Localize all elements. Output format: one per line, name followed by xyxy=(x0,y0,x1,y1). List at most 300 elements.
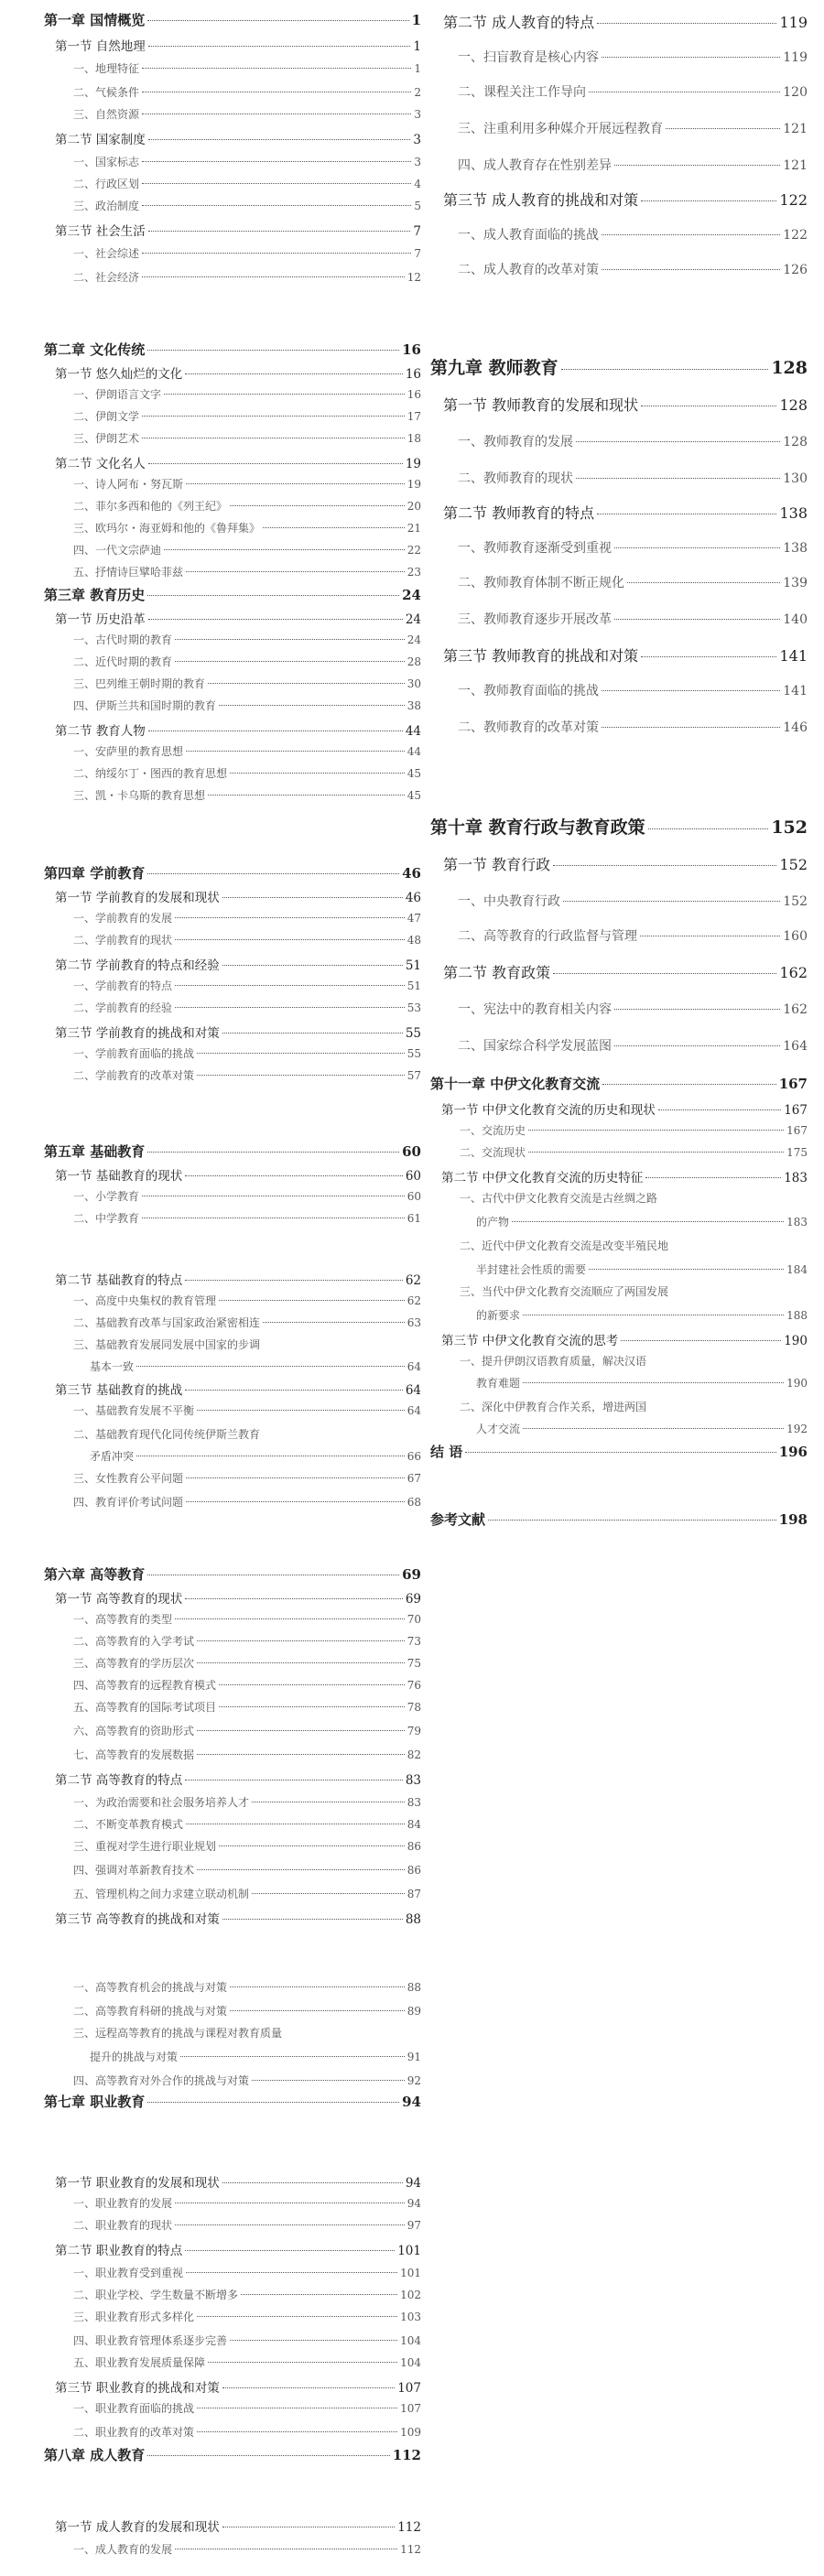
toc-label: 一、职业教育面临的挑战 xyxy=(73,2402,195,2415)
toc-page-number: 68 xyxy=(407,1496,421,1509)
toc-chapter xyxy=(44,2445,421,2464)
toc-page-number: 46 xyxy=(402,865,421,882)
dot-leader xyxy=(627,582,780,583)
dot-leader xyxy=(602,57,780,58)
toc-section xyxy=(430,1099,808,1118)
dot-leader xyxy=(142,253,411,254)
dot-leader xyxy=(164,549,405,550)
toc-label: 一、成人教育面临的挑战 xyxy=(458,228,599,243)
toc-chapter xyxy=(44,585,421,604)
dot-leader xyxy=(219,1684,405,1685)
toc-page-number: 84 xyxy=(407,1818,421,1831)
toc-label: 第一节 学前教育的发展和现状 xyxy=(55,890,220,905)
toc-label: 第二节 基础教育的特点 xyxy=(55,1272,183,1288)
toc-item xyxy=(44,1838,421,1854)
dot-leader xyxy=(488,1520,776,1521)
toc-label: 第三章 教育历史 xyxy=(44,587,146,603)
toc-section xyxy=(44,720,421,739)
toc-section xyxy=(430,1330,808,1348)
toc-label: 第三节 社会生活 xyxy=(55,223,146,239)
toc-item xyxy=(44,1699,421,1715)
toc-page-number: 1 xyxy=(413,38,421,54)
toc-label: 一、提升伊朗汉语教育质量，解决汉语 xyxy=(460,1355,647,1368)
toc-label: 第一节 悠久灿烂的文化 xyxy=(55,366,183,382)
toc-section xyxy=(44,129,421,147)
toc-page-number: 51 xyxy=(407,980,421,992)
toc-label: 二、学前教育的现状 xyxy=(73,934,173,947)
toc-entry-continuation xyxy=(430,1421,808,1436)
dot-leader xyxy=(175,985,405,986)
toc-item xyxy=(44,2400,421,2416)
toc-item xyxy=(44,498,421,514)
toc-label: 六、高等教育的资助形式 xyxy=(73,1725,195,1737)
toc-label: 第六章 高等教育 xyxy=(44,1566,146,1583)
dot-leader xyxy=(222,897,403,898)
toc-page-number: 103 xyxy=(400,2311,421,2323)
dot-leader xyxy=(197,1640,405,1641)
toc-label: 第一节 历史沿革 xyxy=(55,612,146,627)
toc-label: 二、不断变革教育模式 xyxy=(73,1818,184,1831)
toc-label: 二、近代时期的教育 xyxy=(73,655,173,668)
dot-leader xyxy=(142,205,411,206)
dot-leader xyxy=(185,373,403,374)
toc-label: 一、高等教育机会的挑战与对策 xyxy=(73,1981,228,1994)
toc-label: 二、近代中伊文化教育交流是改变半殖民地 xyxy=(460,1239,669,1252)
toc-page-number: 102 xyxy=(400,2289,421,2301)
toc-label: 一、成人教育的发展 xyxy=(73,2543,173,2556)
toc-item xyxy=(430,892,808,910)
toc-page-number: 112 xyxy=(392,2447,421,2463)
toc-label: 五、管理机构之间力求建立联动机制 xyxy=(73,1888,250,1900)
toc-page-number: 67 xyxy=(407,1472,421,1485)
toc-label: 一、学前教育的特点 xyxy=(73,980,173,992)
toc-page-number: 79 xyxy=(407,1725,421,1737)
dot-leader xyxy=(147,20,408,21)
toc-section xyxy=(44,1909,421,1927)
toc-label: 一、伊朗语言文字 xyxy=(73,388,162,401)
toc-label: 二、高等教育科研的挑战与对策 xyxy=(73,2005,228,2018)
toc-chapter xyxy=(430,1074,808,1093)
toc-label: 基本一致 xyxy=(90,1360,135,1373)
toc-page-number: 198 xyxy=(778,1511,808,1528)
toc-item xyxy=(44,743,421,759)
toc-item xyxy=(44,198,421,213)
dot-leader xyxy=(208,2362,397,2363)
toc-item xyxy=(44,154,421,169)
toc-page-number: 112 xyxy=(397,2519,421,2535)
dot-leader xyxy=(658,1109,781,1110)
toc-label: 第一节 教育行政 xyxy=(443,856,551,873)
toc-label: 第三节 学前教育的挑战和对策 xyxy=(55,1025,220,1041)
dot-leader xyxy=(523,1428,784,1429)
dot-leader xyxy=(197,2431,397,2432)
toc-item xyxy=(44,1045,421,1061)
toc-label: 一、学前教育面临的挑战 xyxy=(73,1047,195,1060)
toc-item xyxy=(44,2309,421,2324)
toc-label: 五、高等教育的国际考试项目 xyxy=(73,1701,217,1714)
toc-item xyxy=(430,926,808,945)
toc-label: 二、基础教育改革与国家政治紧密相连 xyxy=(73,1316,261,1329)
dot-leader xyxy=(561,369,769,370)
toc-section xyxy=(430,853,808,874)
toc-label: 第八章 成人教育 xyxy=(44,2447,146,2463)
toc-item xyxy=(44,2073,421,2088)
toc-label: 二、菲尔多西和他的《列王纪》 xyxy=(73,500,228,513)
toc-label: 一、地理特征 xyxy=(73,62,140,75)
toc-page-number: 64 xyxy=(405,1382,421,1398)
toc-section xyxy=(44,2377,421,2396)
toc-page-number: 89 xyxy=(407,2005,421,2018)
toc-page-number: 19 xyxy=(405,456,421,471)
toc-page-number: 7 xyxy=(414,247,421,260)
dot-leader xyxy=(197,1869,405,1870)
dot-leader xyxy=(148,139,411,140)
toc-item xyxy=(44,1816,421,1832)
toc-label: 第一节 成人教育的发展和现状 xyxy=(55,2519,220,2535)
toc-chapter xyxy=(430,1442,808,1461)
dot-leader xyxy=(142,68,411,69)
toc-page-number: 28 xyxy=(407,655,421,668)
dot-leader xyxy=(147,873,399,874)
toc-page-number: 167 xyxy=(786,1124,808,1137)
toc-item xyxy=(430,225,808,244)
dot-leader xyxy=(197,1410,405,1411)
toc-item xyxy=(44,932,421,947)
toc-page-number: 75 xyxy=(407,1657,421,1670)
toc-page-number: 61 xyxy=(407,1212,421,1225)
toc-label: 一、扫盲教育是核心内容 xyxy=(458,50,599,65)
toc-label: 三、当代中伊文化教育交流顺应了两国发展 xyxy=(460,1285,669,1298)
toc-label: 一、古代中伊文化教育交流是古丝绸之路 xyxy=(460,1192,658,1205)
toc-item xyxy=(430,48,808,66)
toc-label: 四、伊斯兰共和国时期的教育 xyxy=(73,699,217,712)
toc-label: 三、高等教育的学历层次 xyxy=(73,1657,195,1670)
toc-chapter xyxy=(44,863,421,882)
toc-chapter xyxy=(44,2092,421,2111)
dot-leader xyxy=(185,1390,403,1391)
toc-item xyxy=(44,1067,421,1083)
toc-chapter xyxy=(430,814,808,839)
toc-item xyxy=(430,432,808,450)
dot-leader xyxy=(197,1754,405,1755)
toc-item xyxy=(430,1353,808,1369)
toc-page-number: 104 xyxy=(400,2334,421,2347)
dot-leader xyxy=(175,639,405,640)
toc-label: 二、教师教育体制不断正规化 xyxy=(458,576,624,590)
toc-label: 三、凯・卡乌斯的教育思想 xyxy=(73,789,206,802)
dot-leader xyxy=(186,571,405,572)
toc-page-number: 18 xyxy=(407,432,421,445)
dot-leader xyxy=(241,2294,397,2295)
dot-leader xyxy=(641,200,776,201)
toc-label: 一、教师教育逐渐受到重视 xyxy=(458,541,612,556)
dot-leader xyxy=(576,441,780,442)
dot-leader xyxy=(602,690,780,691)
toc-page-number: 196 xyxy=(778,1444,808,1460)
toc-label: 三、伊朗艺术 xyxy=(73,432,140,445)
toc-entry-continuation xyxy=(430,1214,808,1229)
toc-item xyxy=(44,60,421,76)
toc-section xyxy=(44,2172,421,2191)
toc-section xyxy=(44,1023,421,1041)
toc-section xyxy=(430,189,808,210)
toc-page-number: 190 xyxy=(784,1333,808,1348)
toc-item xyxy=(44,1470,421,1486)
dot-leader xyxy=(222,1033,403,1034)
toc-label: 二、社会经济 xyxy=(73,271,140,284)
toc-entry-continuation xyxy=(430,1375,808,1391)
toc-entry-continuation xyxy=(430,1307,808,1323)
toc-page-number: 88 xyxy=(405,1911,421,1927)
toc-item xyxy=(44,2003,421,2019)
toc-page-number: 160 xyxy=(783,929,808,944)
toc-page-number: 62 xyxy=(407,1294,421,1307)
toc-page-number: 92 xyxy=(407,2074,421,2087)
toc-item xyxy=(44,2025,421,2040)
toc-label: 第二节 教育政策 xyxy=(443,964,551,981)
toc-page-number: 192 xyxy=(786,1423,808,1435)
toc-page-number: 94 xyxy=(405,2175,421,2191)
toc-label: 一、古代时期的教育 xyxy=(73,633,173,646)
dot-leader xyxy=(175,661,405,662)
toc-page-number: 57 xyxy=(407,1069,421,1082)
toc-label: 第一节 基础教育的现状 xyxy=(55,1168,183,1184)
toc-label: 一、中央教育行政 xyxy=(458,894,560,909)
dot-leader xyxy=(230,505,405,506)
toc-chapter xyxy=(44,340,421,359)
toc-page-number: 141 xyxy=(783,684,808,698)
toc-page-number: 45 xyxy=(407,789,421,802)
dot-leader xyxy=(186,1477,405,1478)
toc-page-number: 162 xyxy=(783,1002,808,1017)
toc-page-number: 128 xyxy=(783,435,808,449)
toc-label: 四、职业教育管理体系逐步完善 xyxy=(73,2334,228,2347)
toc-label: 四、高等教育的远程教育模式 xyxy=(73,1679,217,1692)
toc-item xyxy=(44,910,421,925)
toc-label: 三、政治制度 xyxy=(73,200,140,212)
toc-page-number: 183 xyxy=(784,1170,808,1185)
toc-page-number: 146 xyxy=(783,720,808,735)
dot-leader xyxy=(197,1053,405,1054)
toc-item xyxy=(44,2217,421,2233)
toc-label: 第十一章 中伊文化教育交流 xyxy=(430,1076,601,1092)
toc-section xyxy=(44,1770,421,1788)
toc-label: 三、女性教育公平问题 xyxy=(73,1472,184,1485)
toc-page-number: 175 xyxy=(786,1146,808,1159)
toc-entry-continuation xyxy=(44,1358,421,1374)
toc-page-number: 23 xyxy=(407,566,421,579)
dot-leader xyxy=(148,619,403,620)
toc-section xyxy=(44,2516,421,2535)
toc-page-number: 128 xyxy=(779,396,808,414)
dot-leader xyxy=(147,595,399,596)
toc-page-number: 2 xyxy=(414,86,421,99)
toc-label: 一、为政治需要和社会服务培养人才 xyxy=(73,1796,250,1809)
dot-leader xyxy=(230,1986,405,1987)
toc-item xyxy=(44,386,421,402)
dot-leader xyxy=(230,2010,405,2011)
toc-item xyxy=(430,156,808,174)
dot-leader xyxy=(148,463,403,464)
dot-leader xyxy=(641,656,776,657)
toc-item xyxy=(44,1188,421,1204)
toc-page-number: 119 xyxy=(783,50,808,65)
toc-page-number: 66 xyxy=(407,1450,421,1463)
dot-leader xyxy=(230,773,405,774)
toc-label: 四、强调对革新教育技术 xyxy=(73,1864,195,1877)
dot-leader xyxy=(621,1340,781,1341)
toc-label: 第三节 职业教育的挑战和对策 xyxy=(55,2380,220,2396)
toc-section xyxy=(430,502,808,523)
toc-page-number: 141 xyxy=(779,647,808,665)
dot-leader xyxy=(175,2224,405,2225)
toc-item xyxy=(44,1655,421,1671)
toc-page-number: 1 xyxy=(414,62,421,75)
dot-leader xyxy=(147,1152,399,1153)
toc-entry-continuation xyxy=(44,2049,421,2064)
toc-chapter xyxy=(44,1142,421,1161)
toc-page-number: 7 xyxy=(413,223,421,239)
toc-item xyxy=(44,476,421,492)
dot-leader xyxy=(523,1382,784,1383)
toc-page-number: 45 xyxy=(407,767,421,780)
toc-label: 第一节 教师教育的发展和现状 xyxy=(443,396,639,414)
toc-label: 二、课程关注工作导向 xyxy=(458,85,586,100)
toc-item xyxy=(44,1293,421,1308)
dot-leader xyxy=(263,1322,405,1323)
toc-section xyxy=(44,609,421,627)
toc-page-number: 140 xyxy=(783,612,808,627)
toc-page-number: 60 xyxy=(402,1143,421,1160)
toc-page-number: 120 xyxy=(783,85,808,100)
toc-label: 二、交流现状 xyxy=(460,1146,526,1159)
dot-leader xyxy=(208,683,405,684)
toc-item xyxy=(430,1000,808,1018)
toc-label: 一、基础教育发展不平衡 xyxy=(73,1404,195,1417)
dot-leader xyxy=(553,973,776,974)
toc-page-number: 112 xyxy=(400,2543,421,2556)
dot-leader xyxy=(563,901,780,902)
toc-label: 二、教师教育的改革对策 xyxy=(458,720,599,735)
toc-label: 四、成人教育存在性别差异 xyxy=(458,158,612,173)
toc-label: 第十章 教育行政与教育政策 xyxy=(430,817,645,838)
dot-leader xyxy=(219,1706,405,1707)
toc-item xyxy=(44,632,421,647)
dot-leader xyxy=(222,965,403,966)
toc-page-number: 109 xyxy=(400,2426,421,2439)
toc-label: 第二节 中伊文化教育交流的历史特征 xyxy=(441,1170,644,1185)
toc-label: 第一节 中伊文化教育交流的历史和现状 xyxy=(441,1102,656,1118)
dot-leader xyxy=(142,276,405,277)
dot-leader xyxy=(148,46,411,47)
toc-chapter xyxy=(44,1564,421,1584)
toc-label: 第二章 文化传统 xyxy=(44,341,146,358)
toc-label: 教育难题 xyxy=(476,1377,521,1390)
toc-item xyxy=(44,245,421,261)
toc-item xyxy=(44,978,421,993)
dot-leader xyxy=(219,1300,405,1301)
toc-chapter xyxy=(44,10,421,29)
toc-item xyxy=(430,681,808,699)
toc-label: 第二节 教育人物 xyxy=(55,723,146,739)
toc-page-number: 1 xyxy=(411,12,421,28)
dot-leader xyxy=(185,1280,403,1281)
toc-item xyxy=(430,1144,808,1160)
dot-leader xyxy=(136,1366,405,1367)
toc-page-number: 51 xyxy=(405,958,421,973)
dot-leader xyxy=(219,705,405,706)
toc-page-number: 107 xyxy=(397,2380,421,2396)
toc-section xyxy=(430,11,808,32)
toc-page-number: 167 xyxy=(784,1102,808,1118)
toc-label: 第三节 教师教育的挑战和对策 xyxy=(443,647,639,665)
toc-label: 一、教师教育的发展 xyxy=(458,435,573,449)
toc-label: 第三节 基础教育的挑战 xyxy=(55,1382,183,1398)
dot-leader xyxy=(222,2182,403,2183)
toc-label: 第二节 职业教育的特点 xyxy=(55,2243,183,2258)
toc-label: 二、高等教育的行政监督与管理 xyxy=(458,929,637,944)
toc-item xyxy=(44,1723,421,1738)
toc-label: 一、社会综述 xyxy=(73,247,140,260)
toc-item xyxy=(44,2265,421,2280)
toc-page-number: 16 xyxy=(402,341,421,358)
toc-label: 二、学前教育的改革对策 xyxy=(73,1069,195,1082)
toc-label: 二、深化中伊教育合作关系，增进两国 xyxy=(460,1401,647,1413)
toc-item xyxy=(44,1862,421,1878)
toc-page-number: 24 xyxy=(405,612,421,627)
toc-section xyxy=(430,1167,808,1185)
dot-leader xyxy=(186,751,405,752)
toc-label: 二、职业教育的现状 xyxy=(73,2219,173,2232)
toc-page-number: 152 xyxy=(771,817,808,838)
toc-label: 四、高等教育对外合作的挑战与对策 xyxy=(73,2074,250,2087)
toc-page-number: 60 xyxy=(407,1190,421,1203)
toc-item xyxy=(44,269,421,285)
toc-page-number: 152 xyxy=(783,894,808,909)
toc-label: 一、诗人阿布・努瓦斯 xyxy=(73,478,184,491)
toc-page-number: 83 xyxy=(407,1796,421,1809)
toc-label: 一、小学教育 xyxy=(73,1190,140,1203)
dot-leader xyxy=(197,2316,397,2317)
dot-leader xyxy=(208,795,405,796)
toc-item xyxy=(44,176,421,191)
toc-page-number: 190 xyxy=(786,1377,808,1390)
toc-label: 一、职业教育受到重视 xyxy=(73,2267,184,2279)
toc-page-number: 3 xyxy=(414,156,421,168)
toc-item xyxy=(44,654,421,669)
toc-page-number: 162 xyxy=(779,964,808,981)
dot-leader xyxy=(185,2250,395,2251)
toc-label: 二、中学教育 xyxy=(73,1212,140,1225)
toc-page-number: 94 xyxy=(402,2094,421,2110)
toc-page-number: 64 xyxy=(407,1360,421,1373)
dot-leader xyxy=(614,1009,780,1010)
toc-item xyxy=(44,1494,421,1510)
toc-label: 二、国家综合科学发展蓝图 xyxy=(458,1039,612,1054)
toc-item xyxy=(430,1036,808,1055)
dot-leader xyxy=(252,1893,405,1894)
dot-leader xyxy=(197,1075,405,1076)
toc-page-number: 3 xyxy=(413,132,421,147)
toc-label: 三、基础教育发展同发展中国家的步调 xyxy=(73,1338,261,1351)
toc-label: 第三节 中伊文化教育交流的思考 xyxy=(441,1333,619,1348)
dot-leader xyxy=(252,2080,405,2081)
toc-item xyxy=(44,430,421,446)
dot-leader xyxy=(465,1452,775,1453)
toc-item xyxy=(44,408,421,424)
toc-page-number: 4 xyxy=(414,178,421,190)
dot-leader xyxy=(512,1221,784,1222)
